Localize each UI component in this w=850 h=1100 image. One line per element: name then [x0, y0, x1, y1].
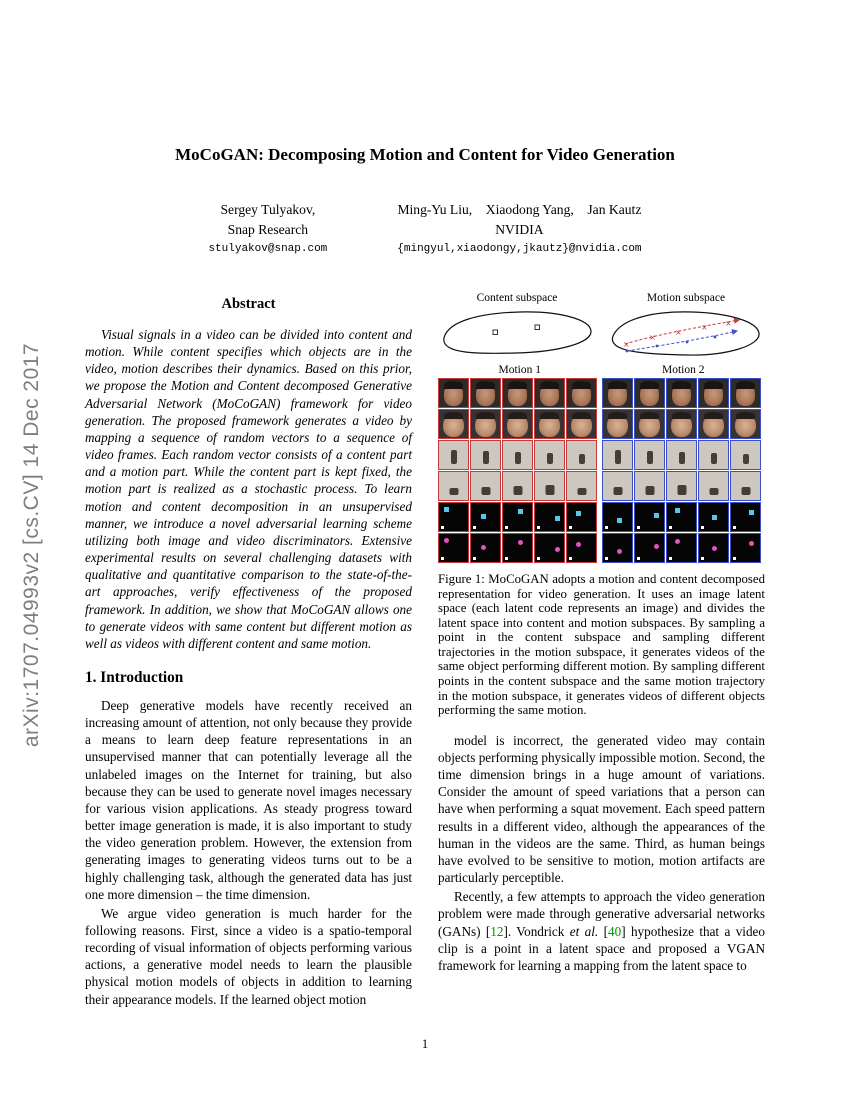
right-column: [438, 292, 765, 1008]
abstract-heading: Abstract: [221, 296, 276, 312]
moving-square: [555, 516, 560, 521]
video-frame: [698, 409, 729, 439]
body-paragraph-1: model is incorrect, the generated video may contain objects performing physically impossible motion. Second, the time dimension brings in a huge amount of variations. Consider the amount of speed variations that a person can have when performing a squat movement. Each speed pattern results in a different video, although the appearances of the human in the videos are the same. Third, as human beings have evolved to be sensitive to motion, motion artifacts are particularly perceptible.: [438, 732, 765, 886]
video-frame: [502, 533, 533, 563]
video-frame: [634, 502, 665, 532]
frame-marker: [669, 526, 672, 529]
moving-dot: [518, 540, 523, 545]
video-frame: [730, 471, 761, 501]
frame-marker: [569, 557, 572, 560]
author-affiliation: Snap Research: [227, 222, 309, 238]
person-figure: [743, 454, 749, 464]
frame-marker: [441, 557, 444, 560]
abstract-text: Visual signals in a video can be divided into content and motion. While content specifies which objects are in the video, motion describes their dynamics. Based on this prior, we propose the Motion and Content decomposed Generative Adversarial Network (MoCoGAN) framework for video generation. The proposed framework generates a video by mapping a sequence of random vectors to a sequence of video frames. Each random vector consists of a content part and a motion part. While the content part is kept fixed, the motion part is realized as a stochastic process. To learn motion and content decomposition in an unsupervised manner, we introduce a novel adversarial learning scheme utilizing both image and video discriminators. Extensive experimental results on several challenging datasets with qualitative and quantitative comparison to the state-of-the-art approaches, verify effectiveness of the proposed framework. In addition, we show that MoCoGAN allows one to generate videos with same content but different motion as well as videos with different content and same motion.: [85, 327, 412, 651]
content-subspace-label: Content subspace: [476, 292, 558, 304]
video-frame: [730, 502, 761, 532]
video-frame: [730, 378, 761, 408]
video-frame: [566, 378, 597, 408]
frame-marker: [701, 557, 704, 560]
video-frame: [438, 502, 469, 532]
frame-marker: [733, 557, 736, 560]
video-frame: [566, 533, 597, 563]
section-heading-introduction: 1. Introduction: [85, 668, 184, 686]
content-point-1: [493, 330, 498, 335]
video-frame: [534, 378, 565, 408]
video-frame: [438, 409, 469, 439]
paragraph-text: [: [598, 923, 608, 939]
frame-marker: [441, 526, 444, 529]
author-email: {mingyul,xiaodongy,jkautz}@nvidia.com: [397, 242, 642, 255]
motion-subspace-diagram: [607, 292, 765, 360]
svg-text:×: ×: [675, 328, 682, 337]
frame-marker: [637, 557, 640, 560]
video-frame: [634, 533, 665, 563]
moving-square: [675, 508, 680, 513]
svg-text:×: ×: [623, 340, 630, 349]
person-figure: [711, 453, 717, 464]
frame-marker: [505, 526, 508, 529]
moving-dot: [444, 538, 449, 543]
video-frame: [634, 378, 665, 408]
video-frame: [666, 440, 697, 470]
video-frame: [470, 533, 501, 563]
frame-marker: [537, 526, 540, 529]
paragraph-text: Recently, a few attempts to approach the video generation problem were made through generative adversarial networks (GANs) [: [438, 889, 765, 939]
person-figure: [709, 488, 718, 495]
moving-dot: [481, 545, 486, 550]
video-frame: [698, 471, 729, 501]
svg-text:×: ×: [649, 333, 656, 342]
motion-subspace-blob: [607, 306, 765, 360]
svg-text:×: ×: [701, 323, 708, 332]
video-frame: [502, 471, 533, 501]
frame-row: [438, 440, 765, 470]
person-figure: [613, 487, 622, 495]
video-frame: [470, 409, 501, 439]
video-frame: [602, 502, 633, 532]
video-frame: [602, 409, 633, 439]
video-frame: [502, 502, 533, 532]
author-block-nvidia: [397, 200, 641, 257]
motion-group-labels: [438, 364, 765, 376]
video-frame: [602, 471, 633, 501]
citation-link-40[interactable]: 40: [608, 923, 622, 939]
person-figure: [547, 453, 553, 464]
paragraph-text: ] hypothesize that a video clip is a point in a latent space and proposed a VGAN framework for learning a mapping from the latent space to: [438, 923, 765, 973]
person-figure: [481, 487, 490, 495]
content-point-2: [535, 325, 540, 330]
video-frame: [634, 440, 665, 470]
author-block-snap: [208, 200, 327, 257]
video-frame: [666, 378, 697, 408]
person-figure: [677, 485, 686, 495]
person-figure: [579, 454, 585, 464]
video-frame: [534, 502, 565, 532]
moving-dot: [617, 549, 622, 554]
video-frame: [502, 378, 533, 408]
video-frame: [698, 502, 729, 532]
person-figure: [577, 488, 586, 495]
intro-paragraph-2: We argue video generation is much harder for the following reasons. First, since a video is a spatio-temporal recording of visual information of objects performing various actions, a generative model needs to learn the plausible physical motion models of objects in addition to learning their appearance models. If the learned object motion: [85, 905, 412, 1007]
video-frame: [438, 471, 469, 501]
left-column: [85, 292, 412, 1008]
video-frame: [470, 440, 501, 470]
et-al-text: et al.: [569, 923, 599, 939]
video-frame: [566, 471, 597, 501]
frame-marker: [605, 526, 608, 529]
moving-square: [518, 509, 523, 514]
video-frame: [566, 502, 597, 532]
figure-1-caption: Figure 1: MoCoGAN adopts a motion and content decomposed representation for video generation. It uses an image latent space (each latent code represents an image) and divides the latent space into content and motion subspaces. By sampling a point in the content subspace and sampling different trajectories in the motion subspace, it generates videos of the same object performing different motion. By sampling different points in the content subspace and the same motion trajectory in the motion subspace, it generates videos of different objects performing the same motion.: [438, 572, 765, 718]
author-affiliation: NVIDIA: [495, 222, 544, 238]
subspace-diagrams: [438, 292, 765, 360]
video-frame: [438, 533, 469, 563]
figure-grid: [438, 378, 765, 563]
person-figure: [515, 452, 521, 464]
video-frame: [666, 533, 697, 563]
person-figure: [513, 486, 522, 495]
moving-dot: [576, 542, 581, 547]
motion-trajectory-red: [625, 320, 739, 344]
video-frame: [438, 440, 469, 470]
video-frame: [534, 471, 565, 501]
video-frame: [602, 533, 633, 563]
frame-marker: [669, 557, 672, 560]
frame-marker: [605, 557, 608, 560]
video-frame: [730, 440, 761, 470]
motion-1-label: Motion 1: [498, 364, 541, 376]
author-names: Sergey Tulyakov,: [220, 202, 316, 217]
video-frame: [438, 378, 469, 408]
person-figure: [741, 487, 750, 495]
frame-marker: [473, 557, 476, 560]
motion-trajectory-blue: [627, 331, 737, 351]
person-figure: [647, 451, 653, 464]
frame-row: [438, 378, 765, 408]
video-frame: [698, 533, 729, 563]
frame-marker: [537, 557, 540, 560]
video-frame: [566, 409, 597, 439]
two-column-body: [85, 292, 765, 1008]
frame-marker: [637, 526, 640, 529]
content-subspace-blob: [438, 306, 596, 360]
video-frame: [698, 440, 729, 470]
frame-marker: [701, 526, 704, 529]
video-frame: [502, 409, 533, 439]
video-frame: [698, 378, 729, 408]
moving-square: [654, 513, 659, 518]
person-figure: [645, 486, 654, 495]
video-frame: [666, 409, 697, 439]
video-frame: [730, 409, 761, 439]
motion-2-label: Motion 2: [662, 364, 705, 376]
video-frame: [534, 440, 565, 470]
video-frame: [634, 471, 665, 501]
person-figure: [451, 450, 457, 464]
video-frame: [666, 502, 697, 532]
video-frame: [566, 440, 597, 470]
motion-subspace-label: Motion subspace: [646, 292, 726, 304]
red-x-markers: [623, 319, 732, 349]
moving-square: [481, 514, 486, 519]
frame-marker: [505, 557, 508, 560]
video-frame: [470, 502, 501, 532]
frame-row: [438, 471, 765, 501]
moving-square: [617, 518, 622, 523]
video-frame: [470, 378, 501, 408]
video-frame: [634, 409, 665, 439]
arxiv-stamp: arXiv:1707.04993v2 [cs.CV] 14 Dec 2017: [20, 342, 43, 748]
moving-dot: [555, 547, 560, 552]
moving-square: [576, 511, 581, 516]
content-subspace-diagram: [438, 292, 596, 360]
intro-paragraph-1: Deep generative models have recently received an increasing amount of attention, not only because they provide a means to learn deep feature representations in an unsupervised manner that can potentially leverage all the unlabeled images on the Internet for training, but also because they can be used to generate novel images necessary for various vision applications. As steady progress toward better image generation is made, it is also important to study the video generation problem. However, the extension from generating images to generating videos turns out to be a highly challenging task, although the generated data has just one more dimension – the time dimension.: [85, 697, 412, 902]
page-number: 1: [421, 1037, 429, 1051]
frame-row: [438, 502, 765, 532]
moving-dot: [749, 541, 754, 546]
author-names: Ming-Yu Liu, Xiaodong Yang, Jan Kautz: [397, 202, 642, 217]
svg-text:×: ×: [725, 319, 732, 328]
video-frame: [602, 440, 633, 470]
video-frame: [470, 471, 501, 501]
moving-square: [712, 515, 717, 520]
author-section: [85, 200, 765, 257]
moving-dot: [712, 546, 717, 551]
video-frame: [602, 378, 633, 408]
video-frame: [502, 440, 533, 470]
video-frame: [730, 533, 761, 563]
frame-row: [438, 409, 765, 439]
figure-1: [438, 292, 765, 563]
moving-square: [444, 507, 449, 512]
person-figure: [615, 450, 621, 464]
person-figure: [483, 451, 489, 464]
video-frame: [534, 533, 565, 563]
frame-row: [438, 533, 765, 563]
paper-title: MoCoGAN: Decomposing Motion and Content for Video Generation: [175, 145, 675, 164]
citation-link-12[interactable]: 12: [490, 923, 504, 939]
frame-marker: [473, 526, 476, 529]
author-email: stulyakov@snap.com: [208, 242, 328, 255]
person-figure: [679, 452, 685, 464]
frame-marker: [569, 526, 572, 529]
moving-dot: [654, 544, 659, 549]
video-frame: [666, 471, 697, 501]
body-paragraph-2: [438, 888, 765, 974]
video-frame: [534, 409, 565, 439]
person-figure: [545, 485, 554, 495]
moving-square: [749, 510, 754, 515]
person-figure: [449, 488, 458, 495]
frame-marker: [733, 526, 736, 529]
moving-dot: [675, 539, 680, 544]
paragraph-text: ]. Vondrick: [503, 923, 570, 939]
